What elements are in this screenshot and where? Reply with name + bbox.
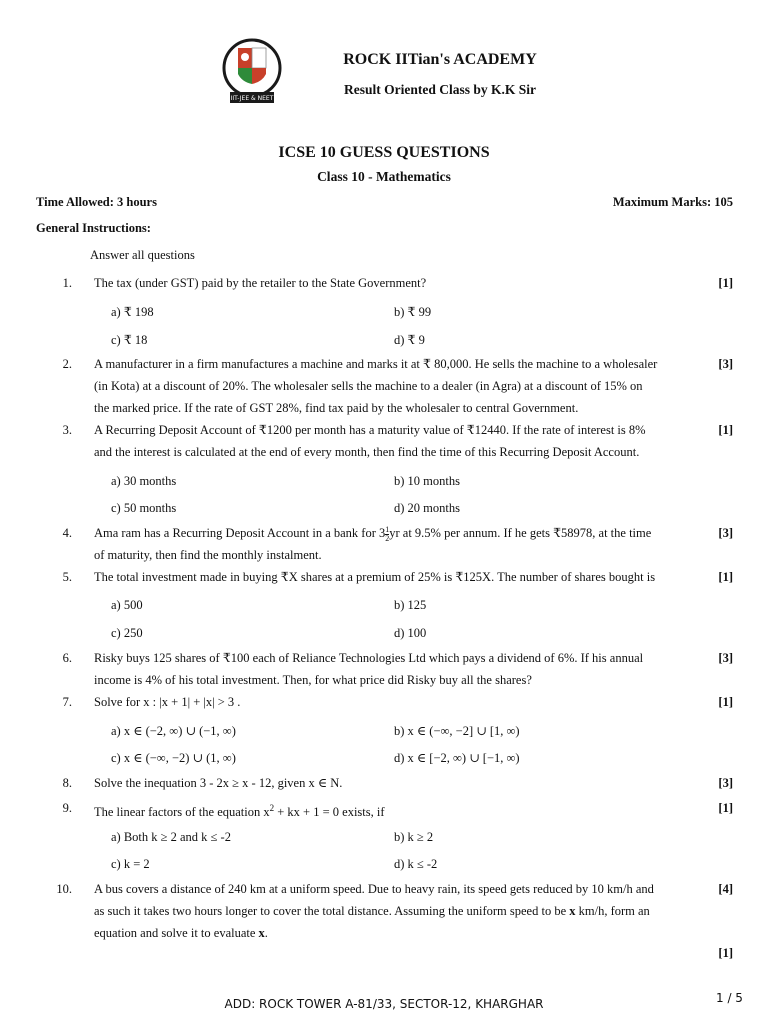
option: d) k ≤ -2 <box>394 857 438 871</box>
question-10 <box>36 878 736 944</box>
question-marks: [3] <box>718 357 733 371</box>
option: c) ₹ 18 <box>111 333 148 347</box>
option: a) 500 <box>111 598 143 612</box>
question-text-line: A manufacturer in a firm manufactures a machine and marks it at ₹ 80,000. He sells the machine to a wholesaler <box>94 357 658 371</box>
question-number: 8. <box>62 776 72 790</box>
question-marks: [1] <box>718 801 733 815</box>
question-text-line: Risky buys 125 shares of ₹100 each of Reliance Technologies Ltd which pays a dividend of 6%. If his annual <box>94 651 644 665</box>
option: a) Both k ≥ 2 and k ≤ -2 <box>111 830 231 844</box>
question-marks: [1] <box>718 570 733 584</box>
question-number: 10. <box>56 882 72 896</box>
option: c) 250 <box>111 626 143 640</box>
question-number: 5. <box>62 570 72 584</box>
question-number: 3. <box>62 423 72 437</box>
question-marks: [1] <box>718 276 733 290</box>
option: a) 30 months <box>111 474 177 488</box>
question-number: 2. <box>62 357 72 371</box>
question-4 <box>36 522 736 566</box>
question-6 <box>36 647 736 691</box>
question-text: yr at 9.5% per annum. If he gets ₹58978, at the time <box>389 526 652 540</box>
option: a) x ∈ (−2, ∞) ∪ (−1, ∞) <box>111 724 236 738</box>
logo-banner: IIT-JEE & NEET <box>230 95 274 102</box>
question-marks: [1] <box>718 423 733 437</box>
question-number: 9. <box>62 801 72 815</box>
option: d) 100 <box>394 626 427 640</box>
academy-logo <box>216 36 288 108</box>
question-text: equation and solve it to evaluate <box>94 926 259 940</box>
option: b) k ≥ 2 <box>394 830 434 844</box>
question-marks: [3] <box>718 651 733 665</box>
option: c) x ∈ (−∞, −2) ∪ (1, ∞) <box>111 751 236 765</box>
question-number: 4. <box>62 526 72 540</box>
question-text: as such it takes two hours longer to cover the total distance. Assuming the uniform speed to be <box>94 904 570 918</box>
question-marks: [1] <box>718 695 733 709</box>
tagline: Result Oriented Class by K.K Sir <box>343 82 536 97</box>
option: c) k = 2 <box>111 857 150 871</box>
footer-address: ADD: ROCK TOWER A-81/33, SECTOR-12, KHARGHAR <box>224 997 544 1011</box>
option: b) 10 months <box>394 474 460 488</box>
question-text: km/h, form an <box>575 904 650 918</box>
question-text: The tax (under GST) paid by the retailer to the State Government? <box>94 276 427 290</box>
fraction: $\frac{1}{2}$ <box>385 524 390 543</box>
question-text-line: and the interest is calculated at the end of every month, then find the time of this Recurring Deposit Account. <box>94 445 640 459</box>
question-text-line: A Recurring Deposit Account of ₹1200 per month has a maturity value of ₹12440. If the rate of interest is 8% <box>94 423 646 437</box>
document-title: ICSE 10 GUESS QUESTIONS <box>278 144 490 161</box>
question-text-line: (in Kota) at a discount of 20%. The wholesaler sells the machine to a dealer (in Agra) at a discount of 15% on <box>94 379 643 393</box>
question-text: Solve the inequation 3 - 2x ≥ x - 12, given x ∈ N. <box>94 776 343 790</box>
instructions-text: Answer all questions <box>90 248 195 262</box>
option: b) 125 <box>394 598 427 612</box>
option: a) ₹ 198 <box>111 305 154 319</box>
question-number: 1. <box>62 276 72 290</box>
question-marks: [3] <box>718 776 733 790</box>
superscript: 2 <box>269 803 275 813</box>
question-text: The linear factors of the equation x <box>94 805 270 820</box>
option: b) ₹ 99 <box>394 305 432 319</box>
question-text-line: of maturity, then find the monthly instalment. <box>94 548 322 562</box>
question-text: + kx + 1 = 0 exists, if <box>274 805 385 820</box>
max-marks: Maximum Marks: 105 <box>612 195 733 209</box>
question-number: 6. <box>62 651 72 665</box>
page-number: 1 / 5 <box>716 991 743 1005</box>
instructions-heading: General Instructions: <box>36 221 151 235</box>
question-3 <box>36 419 736 463</box>
time-allowed: Time Allowed: 3 hours <box>36 195 157 209</box>
academy-name: ROCK IITian's ACADEMY <box>343 51 537 68</box>
question-text: The total investment made in buying ₹X shares at a premium of 25% is ₹125X. The number of shares bought is <box>94 570 656 584</box>
option: b) x ∈ (−∞, −2] ∪ [1, ∞) <box>394 724 520 738</box>
option: d) 20 months <box>394 501 460 515</box>
question-text: Ama ram has a Recurring Deposit Account in a bank for 3 <box>94 526 386 540</box>
variable: x <box>258 926 265 940</box>
question-text-line: income is 4% of his total investment. Then, for what price did Risky buy all the shares? <box>94 673 532 687</box>
question-text: Solve for x : |x + 1| + |x| > 3 . <box>94 695 241 709</box>
option: c) 50 months <box>111 501 177 515</box>
variable: x <box>569 904 576 918</box>
question-text: . <box>264 926 268 940</box>
question-2 <box>36 353 736 419</box>
document-subtitle: Class 10 - Mathematics <box>317 169 451 184</box>
option: d) x ∈ [−2, ∞) ∪ [−1, ∞) <box>394 751 520 765</box>
option: d) ₹ 9 <box>394 333 425 347</box>
question-number: 7. <box>62 695 72 709</box>
question-marks: [4] <box>718 882 733 896</box>
question-text-line: the marked price. If the rate of GST 28%, find tax paid by the wholesaler to central Government. <box>94 401 579 415</box>
question-text-line: A bus covers a distance of 240 km at a uniform speed. Due to heavy rain, its speed gets reduced by 10 km/h and <box>94 882 654 896</box>
question-marks: [3] <box>718 526 733 540</box>
trailing-marks: [1] <box>718 946 733 960</box>
